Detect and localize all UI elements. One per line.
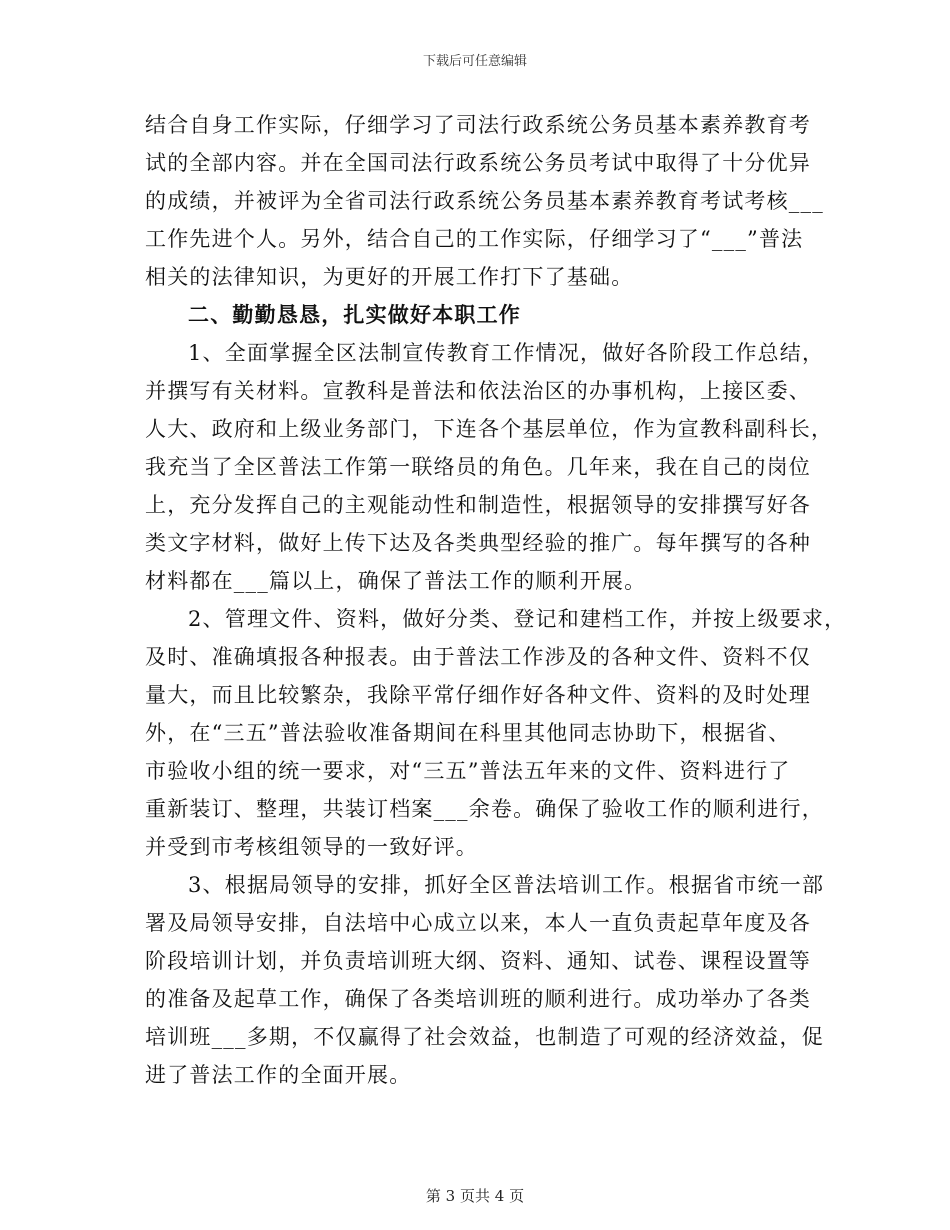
body-line: 并受到市考核组领导的一致好评。 xyxy=(145,835,478,859)
body-line: 的准备及起草工作，确保了各类培训班的顺利进行。成功举办了各类 xyxy=(145,987,811,1011)
body-line: 进了普法工作的全面开展。 xyxy=(145,1063,412,1087)
page-header: 下载后可任意编辑 xyxy=(422,54,527,69)
body-line: 量大，而且比较繁杂，我除平常仔细作好各种文件、资料的及时处理 xyxy=(145,683,811,707)
body-line: 工作先进个人。另外，结合自己的工作实际，仔细学习了“___”普法 xyxy=(145,227,804,251)
body-line: 并撰写有关材料。宣教科是普法和依法治区的办事机构，上接区委、 xyxy=(145,379,811,403)
body-line: 外，在“三五”普法验收准备期间在科里其他同志协助下，根据省、 xyxy=(145,721,791,745)
body-line: 2、管理文件、资料，做好分类、登记和建档工作，并按上级要求， xyxy=(188,607,847,631)
body-line: 材料都在___篇以上，确保了普法工作的顺利开展。 xyxy=(145,569,647,593)
body-line: 阶段培训计划，并负责培训班大纲、资料、通知、试卷、课程设置等 xyxy=(145,949,811,973)
body-line: 的成绩，并被评为全省司法行政系统公务员基本素养教育考试考核___ xyxy=(145,189,824,213)
body-line: 上，充分发挥自己的主观能动性和制造性，根据领导的安排撰写好各 xyxy=(145,493,811,517)
body-line: 重新装订、整理，共装订档案___余卷。确保了验收工作的顺利进行， xyxy=(145,797,824,821)
body-line: 培训班___多期，不仅赢得了社会效益，也制造了可观的经济效益，促 xyxy=(145,1025,824,1049)
body-line: 及时、准确填报各种报表。由于普法工作涉及的各种文件、资料不仅 xyxy=(145,645,811,669)
body-line: 类文字材料，做好上传下达及各类典型经验的推广。每年撰写的各种 xyxy=(145,531,811,555)
body-line: 结合自身工作实际，仔细学习了司法行政系统公务员基本素养教育考 xyxy=(145,113,811,137)
body-line: 市验收小组的统一要求，对“三五”普法五年来的文件、资料进行了 xyxy=(145,759,791,783)
body-line: 3、根据局领导的安排，抓好全区普法培训工作。根据省市统一部 xyxy=(188,873,825,897)
body-line: 1、全面掌握全区法制宣传教育工作情况，做好各阶段工作总结， xyxy=(188,341,825,365)
body-line: 署及局领导安排，自法培中心成立以来，本人一直负责起草年度及各 xyxy=(145,911,811,935)
body-line: 相关的法律知识，为更好的开展工作打下了基础。 xyxy=(145,265,634,289)
body-line: 人大、政府和上级业务部门，下连各个基层单位，作为宣教科副科长， xyxy=(145,417,834,441)
body-line: 试的全部内容。并在全国司法行政系统公务员考试中取得了十分优异 xyxy=(145,151,811,175)
body-line: 我充当了全区普法工作第一联络员的角色。几年来，我在自己的岗位 xyxy=(145,455,811,479)
section-heading: 二、勤勤恳恳，扎实做好本职工作 xyxy=(188,302,521,327)
page-number: 第 3 页共 4 页 xyxy=(425,1187,525,1205)
